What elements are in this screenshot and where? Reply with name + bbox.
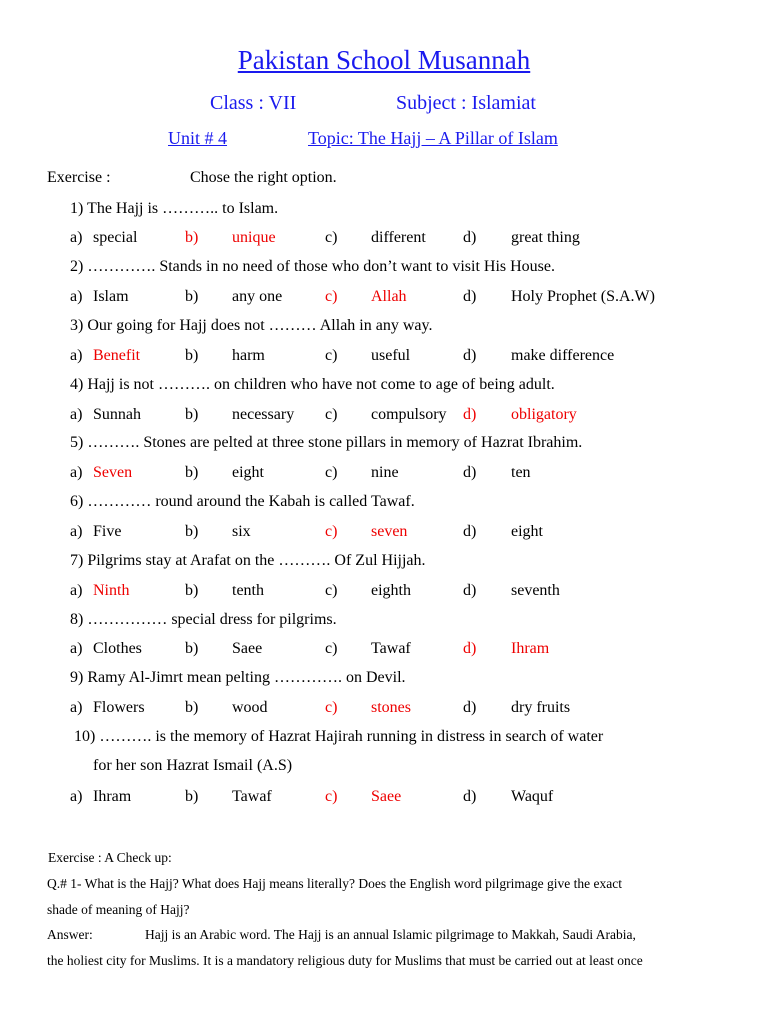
option-text: Tawaf bbox=[371, 640, 411, 657]
correct-option-text: stones bbox=[371, 699, 411, 716]
correct-option-text: Benefit bbox=[93, 347, 141, 364]
option-text: Sunnah bbox=[93, 406, 141, 423]
option-letter: b) bbox=[185, 347, 199, 364]
question-1-text: Q.# 1- What is the Hajj? What does Hajj means literally? Does the English word pilgrimage give the exact bbox=[47, 876, 622, 891]
correct-option-text: unique bbox=[232, 229, 276, 246]
answer-label: Answer: bbox=[47, 927, 93, 942]
option-letter: b) bbox=[185, 582, 199, 599]
option-text: Holy Prophet (S.A.W) bbox=[511, 288, 655, 305]
exercise-label: Exercise : bbox=[47, 169, 111, 186]
option-text: make difference bbox=[511, 347, 615, 364]
correct-option-text: seven bbox=[371, 523, 408, 540]
option-letter: a) bbox=[70, 464, 83, 481]
option-text: ten bbox=[511, 464, 531, 481]
option-letter: d) bbox=[463, 582, 477, 599]
topic-label: Topic: The Hajj – A Pillar of Islam bbox=[308, 128, 558, 148]
exercise-instruction: Chose the right option. bbox=[190, 169, 337, 186]
question-1-text-cont: shade of meaning of Hajj? bbox=[47, 902, 190, 917]
option-letter: d) bbox=[463, 406, 477, 423]
option-letter: d) bbox=[463, 640, 477, 657]
option-letter: d) bbox=[463, 229, 477, 246]
option-letter: a) bbox=[70, 229, 83, 246]
option-letter: c) bbox=[325, 640, 338, 657]
option-text: seventh bbox=[511, 582, 560, 599]
option-letter: a) bbox=[70, 699, 83, 716]
option-letter: b) bbox=[185, 464, 199, 481]
subject-label: Subject : Islamiat bbox=[396, 92, 536, 114]
option-letter: b) bbox=[185, 640, 199, 657]
question-3-text: 3) Our going for Hajj does not ……… Allah in any way. bbox=[70, 317, 433, 334]
option-letter: c) bbox=[325, 229, 338, 246]
question-10-text-cont: for her son Hazrat Ismail (A.S) bbox=[93, 757, 293, 774]
option-text: great thing bbox=[511, 229, 580, 246]
option-letter: b) bbox=[185, 699, 199, 716]
option-text: Waquf bbox=[511, 788, 554, 805]
option-letter: a) bbox=[70, 288, 83, 305]
option-letter: a) bbox=[70, 582, 83, 599]
option-text: Tawaf bbox=[232, 788, 272, 805]
option-letter: c) bbox=[325, 347, 338, 364]
option-text: eight bbox=[232, 464, 264, 481]
option-text: eighth bbox=[371, 582, 411, 599]
option-letter: d) bbox=[463, 288, 477, 305]
option-text: Clothes bbox=[93, 640, 142, 657]
option-text: Flowers bbox=[93, 699, 145, 716]
question-4-text: 4) Hajj is not ………. on children who have not come to age of being adult. bbox=[70, 376, 555, 393]
question-1-text: 1) The Hajj is ……….. to Islam. bbox=[70, 200, 279, 217]
option-letter: d) bbox=[463, 464, 477, 481]
option-text: Saee bbox=[232, 640, 263, 657]
option-letter: a) bbox=[70, 788, 83, 805]
school-title: Pakistan School Musannah bbox=[237, 45, 531, 75]
option-text: dry fruits bbox=[511, 699, 571, 716]
option-letter: b) bbox=[185, 523, 199, 540]
checkup-heading: Exercise : A Check up: bbox=[48, 850, 172, 865]
option-letter: c) bbox=[325, 699, 338, 716]
correct-option-text: Seven bbox=[93, 464, 133, 481]
option-letter: d) bbox=[463, 347, 477, 364]
option-text: nine bbox=[371, 464, 399, 481]
correct-option-text: Saee bbox=[371, 788, 402, 805]
option-letter: c) bbox=[325, 523, 338, 540]
question-6-text: 6) ………… round around the Kabah is called Tawaf. bbox=[70, 493, 415, 510]
option-letter: b) bbox=[185, 288, 199, 305]
answer-text: Hajj is an Arabic word. The Hajj is an annual Islamic pilgrimage to Makkah, Saudi Arabia, bbox=[145, 927, 636, 942]
option-letter: a) bbox=[70, 347, 83, 364]
option-letter: b) bbox=[185, 406, 199, 423]
option-text: tenth bbox=[232, 582, 264, 599]
answer-text-cont: the holiest city for Muslims. It is a mandatory religious duty for Muslims that must be carried out at least once bbox=[47, 953, 643, 968]
option-text: Islam bbox=[93, 288, 129, 305]
class-label: Class : VII bbox=[210, 92, 297, 114]
unit-label: Unit # 4 bbox=[168, 128, 228, 148]
option-text: compulsory bbox=[371, 406, 447, 423]
option-text: wood bbox=[232, 699, 268, 716]
option-text: harm bbox=[232, 347, 265, 364]
option-letter: b) bbox=[185, 788, 199, 805]
option-letter: a) bbox=[70, 640, 83, 657]
option-text: special bbox=[93, 229, 138, 246]
question-10-text: 10) ………. is the memory of Hazrat Hajirah running in distress in search of water bbox=[74, 728, 604, 745]
correct-option-text: Ihram bbox=[511, 640, 550, 657]
option-letter: d) bbox=[463, 699, 477, 716]
option-letter: a) bbox=[70, 406, 83, 423]
option-text: Ihram bbox=[93, 788, 132, 805]
option-letter: c) bbox=[325, 788, 338, 805]
option-letter: d) bbox=[463, 523, 477, 540]
correct-option-text: obligatory bbox=[511, 406, 577, 423]
question-5-text: 5) ………. Stones are pelted at three stone pillars in memory of Hazrat Ibrahim. bbox=[70, 434, 583, 451]
correct-option-text: Ninth bbox=[93, 582, 130, 599]
option-letter: d) bbox=[463, 788, 477, 805]
option-text: necessary bbox=[232, 406, 295, 423]
question-8-text: 8) …………… special dress for pilgrims. bbox=[70, 611, 337, 628]
correct-option-text: Allah bbox=[371, 288, 407, 305]
option-letter: c) bbox=[325, 288, 338, 305]
question-2-text: 2) …………. Stands in no need of those who don’t want to visit His House. bbox=[70, 258, 556, 275]
option-text: Five bbox=[93, 523, 122, 540]
option-text: eight bbox=[511, 523, 543, 540]
option-text: different bbox=[371, 229, 426, 246]
option-letter: b) bbox=[185, 229, 199, 246]
option-letter: a) bbox=[70, 523, 83, 540]
option-text: six bbox=[232, 523, 251, 540]
option-text: useful bbox=[371, 347, 411, 364]
option-letter: c) bbox=[325, 464, 338, 481]
option-letter: c) bbox=[325, 406, 338, 423]
option-text: any one bbox=[232, 288, 283, 305]
question-9-text: 9) Ramy Al-Jimrt mean pelting …………. on Devil. bbox=[70, 669, 406, 686]
option-letter: c) bbox=[325, 582, 338, 599]
question-7-text: 7) Pilgrims stay at Arafat on the ………. Of Zul Hijjah. bbox=[70, 552, 426, 569]
